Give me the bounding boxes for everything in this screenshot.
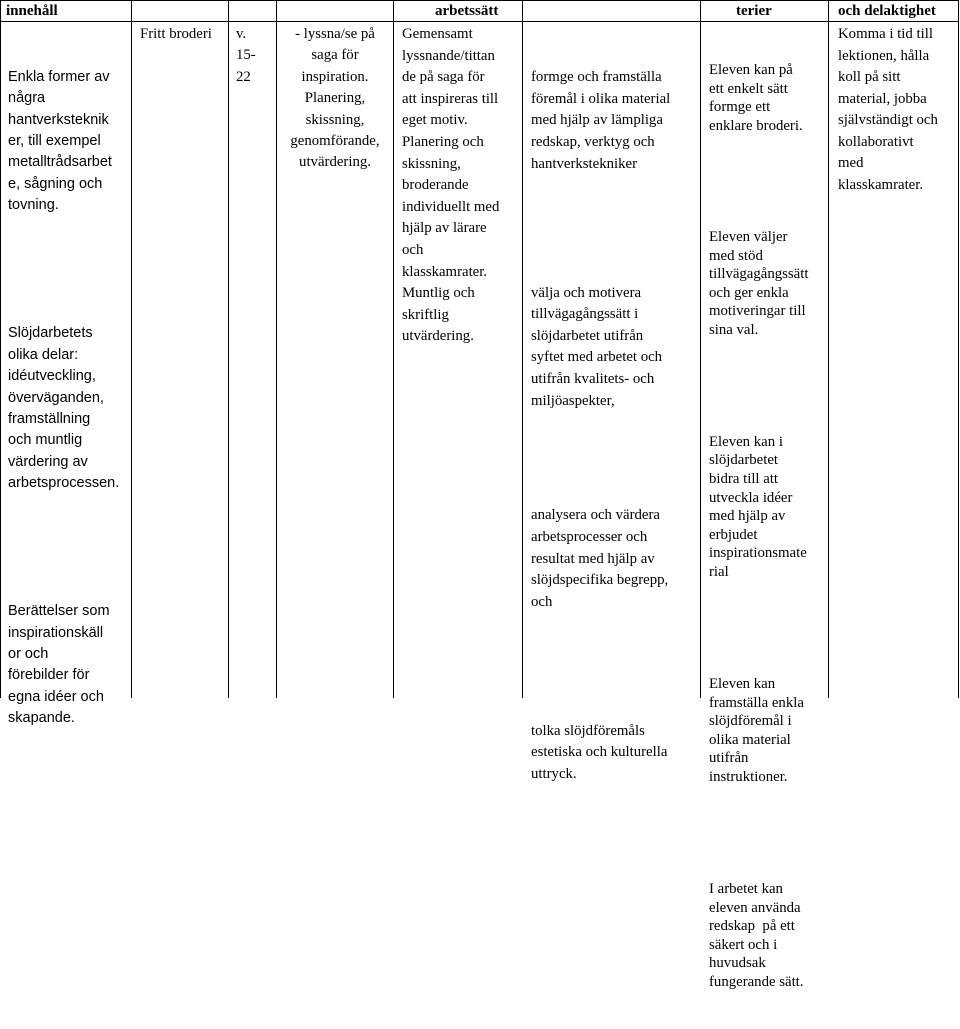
table-border-top xyxy=(0,0,959,1)
criteria-paragraph: Eleven väljer med stöd tillvägagångssätt och ger enkla motiveringar till sina val. xyxy=(709,228,809,338)
goals-paragraph: formge och framställa föremål i olika material med hjälp av lämpliga redskap, verktyg och hantverkstekniker xyxy=(531,69,671,172)
plan-cell: - lyssna/se på saga för inspiration. Planering, skissning, genomförande, utvärdering. xyxy=(290,26,380,171)
header-terier: terier xyxy=(736,3,772,19)
goals-paragraph: analysera och värdera arbetsprocesser och resultat med hjälp av slöjdspecifika begrepp, och xyxy=(531,507,669,610)
content-paragraph: Berättelser som inspirationskäll or och förebilder för egna idéer och skapande. xyxy=(8,603,110,727)
column-divider xyxy=(276,0,277,698)
header-och-delaktighet: och delaktighet xyxy=(838,3,936,19)
column-divider xyxy=(131,0,132,698)
weeks-cell: v. 15- 22 xyxy=(236,26,256,85)
column-divider xyxy=(393,0,394,698)
header-arbetssatt: arbetssätt xyxy=(435,3,499,19)
header-innehall: innehåll xyxy=(6,3,58,19)
participation-cell: Komma i tid till lektionen, hålla koll på sitt material, jobba självständigt och kollaborativt med klasskamrater. xyxy=(838,26,938,193)
column-divider xyxy=(700,0,701,698)
arbetssatt-cell: Gemensamt lyssnande/tittan de på saga för att inspireras till eget motiv. Planering och skissning, broderande individuellt med hjälp av lärare och klasskamrater. Muntlig och skriftlig utvärdering. xyxy=(402,26,500,345)
goals-paragraph: välja och motivera tillvägagångssätt i slöjdarbetet utifrån syftet med arbetet och utifrån kvalitets- och miljöaspekter, xyxy=(531,284,663,409)
criteria-cell xyxy=(709,24,808,1029)
column-divider xyxy=(522,0,523,698)
activity-cell: Fritt broderi xyxy=(140,26,212,42)
criteria-paragraph: Eleven kan på ett enkelt sätt formge ett enklare broderi. xyxy=(709,62,803,134)
header-divider xyxy=(0,21,959,22)
table-border-right xyxy=(958,0,959,698)
column-divider xyxy=(828,0,829,698)
content-paragraph: Enkla former av några hantverksteknik er, till exempel metalltrådsarbet e, sågning och tovning. xyxy=(8,68,112,214)
criteria-paragraph: Eleven kan i slöjdarbetet bidra till att utveckla idéer med hjälp av erbjudet inspirationsmate rial xyxy=(709,433,807,581)
table-border-left xyxy=(0,0,1,698)
goals-cell xyxy=(531,24,670,829)
content-cell xyxy=(8,24,119,772)
goals-paragraph: tolka slöjdföremåls estetiska och kulturella uttryck. xyxy=(531,722,668,782)
column-divider xyxy=(228,0,229,698)
content-paragraph: Slöjdarbetets olika delar: idéutveckling, överväganden, framställning och muntlig värdering av arbetsprocessen. xyxy=(8,325,120,492)
criteria-paragraph: Eleven kan framställa enkla slöjdföremål i olika material utifrån instruktioner. xyxy=(709,676,804,785)
criteria-paragraph: I arbetet kan eleven använda redskap på ett säkert och i huvudsak fungerande sätt. xyxy=(709,880,804,990)
